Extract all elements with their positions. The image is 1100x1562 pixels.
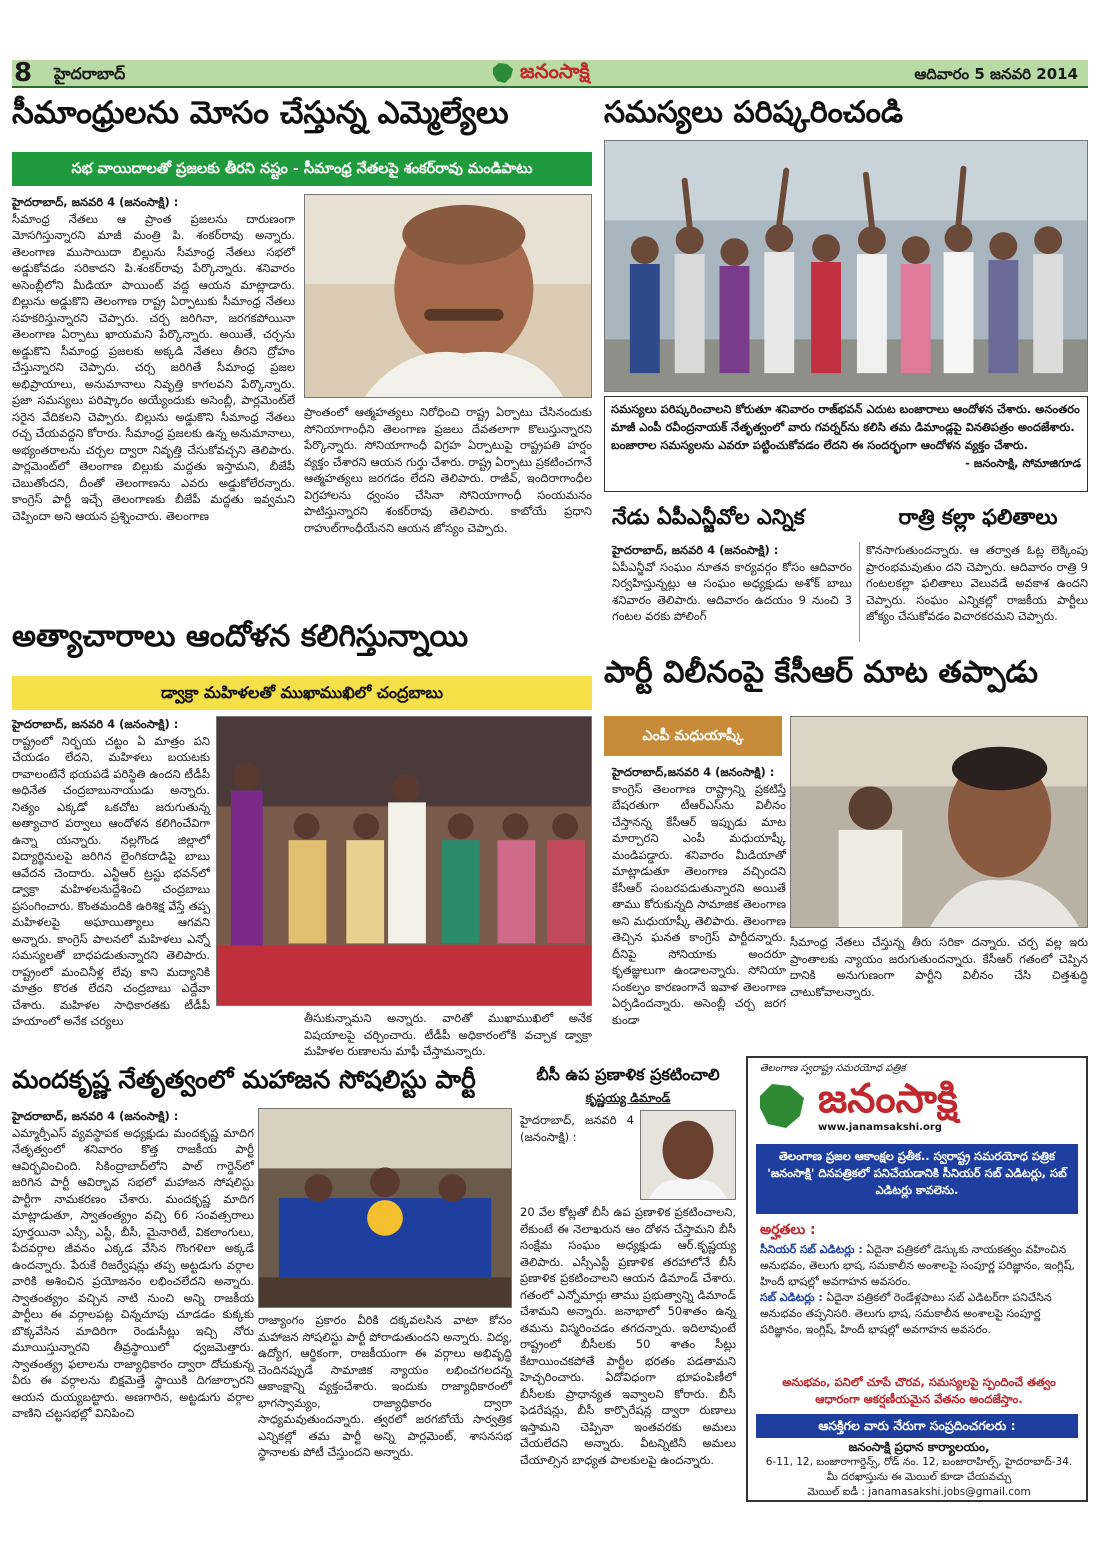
story8-dateline: హైదరాబాద్, జనవరి 4 (జనంసాక్షి) : xyxy=(520,1113,634,1144)
ad-logo: జనంసాక్షి xyxy=(818,1076,958,1122)
story6-body-right: సీమాంధ్ర నేతలు చేస్తున్న తీరు సరికా దన్నారు. చర్చ వల్ల ఇరు ప్రాంతాలకు న్యాయం జరుగుతుందన్నారు. కేసీఆర్ గతంలో చెప్పిన దానికి అనుగుణంగా పార్టీని విలీనం చేసి చిత్తశుద్ధి చాటుకోవాలన్నారు. xyxy=(790,935,1088,999)
story8-headline: బీసీ ఉప ప్రణాళిక ప్రకటించాలి xyxy=(536,1065,720,1084)
story6-text-left: కాంగ్రెస్ తెలంగాణ రాష్ట్రాన్ని ప్రకటిస్తే బేషరతుగా టీఆర్ఎస్‌ను విలీనం చేస్తానన్న కేసీఆర్ ఇప్పుడు మాట మార్చారని ఎంపీ మధుయాష్కీ మండిపడ్డారు. శనివారం మీడియాతో మాట్లాడుతూ తెలంగాణ వచ్చిందని కేసీఆర్ సంబరపడుతున్నారని అయితే తాము కోరుకున్నది సామాజిక తెలంగాణ అని మధుయాష్కీ తెలిపారు. తెలంగాణ తెచ్చిన ఘనత కాంగ్రెస్ పార్టీదన్నారు. దీనిపై సోనియాకు అందరూ కృతజ్ఞులుగా ఉండాలన్నారు. సోనియా సంకల్పం కారణంగానే ఇవాళ తెలంగాణ ఏర్పడిందన్నారు. అసెంబ్లీ చర్చ జరగ కుండా xyxy=(612,781,786,1027)
story5-text-left: రాష్ట్రంలో నిర్భయ చట్టం ఏ మాత్రం పని చేయడం లేదని, మహిళలు బయటకు రావాలంటేనే భయపడే పరిస్థితి ఉందని టీడీపీ అధినేత చంద్రబాబునాయుడు అన్నారు. నిత్యం ఎక్కడో ఒకచోట జరుగుతున్న అత్యాచార పర్వాలు ఆందోళన కలిగించేవిగా ఉన్నా యన్నారు. నల్లగొండ జిల్లాలో విద్యార్థినులపై జరిగిన లైంగికదాడిపై బాబు ఆవేదన చెందారు. ఎన్టీఆర్ ట్రస్టు భవన్‌లో డ్వాక్రా మహిళలనుద్దేశించి చంద్రబాబు ప్రసంగించారు. కొంతమందికి ఉరిశిక్ష వేస్తే తప్ప మహిళలపై అఘాయిత్యాలు ఆగవని అన్నారు. కాంగ్రెస్ పాలనలో మహిళలు ఎన్నో సమస్యలతో బాధపడుతున్నారని తెలిపారు. రాష్ట్రంలో మంచినీళ్ల లేవు కాని మద్యానికి మాత్రం కొరత లేదని చంద్రబాబు ఎద్దేవా చేశారు. మహిళల సాధికారతకు టీడీపీ హయాంలో అనేక చర్యలు xyxy=(12,733,210,1028)
ad-email: మెయిల్ ఐడీ : janamasakshi.jobs@gmail.com xyxy=(807,1486,1031,1498)
ad-q2-text: ఏదైనా పత్రికలో రెండేళ్లపాటు సబ్ ఎడిటర్‌గా పనిచేసిన అనుభవం తప్పనిసరి. తెలుగు భాష, సమకాలీన అంశాలపై సంపూర్ణ పరిజ్ఞానం, ఇంగ్లిష్, హిందీ భాషల్లో అవగాహన అవసరం. xyxy=(760,1291,1052,1336)
page-number: 8 xyxy=(14,58,33,88)
ad-q1-text: ఏదైనా పత్రికలో డెస్కుకు నాయకత్వం వహించిన అనుభవం, తెలుగు భాష, సమకాలీన అంశాలపై సంపూర్ణ పరిజ్ఞానం, ఇంగ్లిష్, హిందీ భాషల్లో అవగాహన అవసరం. xyxy=(760,1243,1075,1288)
story5-body-right: తీసుకున్నామని అన్నారు. వారితో ముఖాముఖిలో అనేక విషయాలపై చర్చించారు. టీడీపీ అధికారంలోకి వచ్చాక డ్వాక్రా మహిళల రుణాలను మాఫీ చేస్తామన్నారు. xyxy=(304,1011,592,1058)
ad-tagline: తెలంగాణ స్వరాష్ట్ర సమరయోధ పత్రిక xyxy=(760,1063,906,1074)
story2-caption xyxy=(604,396,1088,492)
story7-headline: మందకృష్ణ నేతృత్వంలో మహాజన సోషలిస్టు పార్టీ xyxy=(12,1065,476,1094)
masthead-date: ఆదివారం 5 జనవరి 2014 xyxy=(914,65,1078,83)
story5-body-left xyxy=(12,716,210,1062)
story6-dateline: హైదరాబాద్,జనవరి 4 (జనంసాక్షి) : xyxy=(612,765,775,779)
ad-office: జనంసాక్షి ప్రధాన కార్యాలయం, xyxy=(848,1440,990,1454)
ad-qualifications xyxy=(760,1242,1078,1372)
ad-contact xyxy=(760,1440,1078,1500)
masthead-city: హైదరాబాద్ xyxy=(54,64,126,83)
story7-body-left xyxy=(12,1108,254,1554)
ad-website: www.janamsakshi.org xyxy=(818,1122,942,1133)
ad-contact-title: ఆసక్తిగల వారు నేరుగా సంప్రదించగలరు : xyxy=(756,1414,1078,1438)
story7-body-right: రాజ్యాంగం ప్రకారం వీరికి దక్కవలసిన వాటా కోసం మహాజన సోషలిస్టు పార్టీ పోరాడుతుందని అన్నారు. విద్య, ఉద్యోగ, ఆర్థికంగా, రాజకీయంగా ఈ వర్గాలు అభివృద్ధి చెందినప్పుడే సామాజిక న్యాయం లభించగలదన్న ఆకాంక్షాన్ని వ్యక్తంచేశారు. ఇందుకు రాజ్యాధికారంలో భాగస్వామ్యం, రాజ్యాధికారం ద్వారా సాధ్యమవుతుందన్నారు. త్వరలో జరగబోయే సార్వత్రిక ఎన్నికల్లో తమ పార్టీ అన్ని పార్లమెంట్, శాసనసభ స్థానాలకు పోటీ చేస్తుందని అన్నారు. xyxy=(258,1313,512,1459)
story6-photo xyxy=(790,716,1088,928)
story8-body-top xyxy=(520,1112,634,1202)
story1-photo xyxy=(304,194,592,398)
story5-subhead: డ్వాక్రా మహిళలతో ముఖాముఖిలో చంద్రబాబు xyxy=(12,676,592,710)
story5-headline: అత్యాచారాలు ఆందోళన కలిగిస్తున్నాయి xyxy=(12,619,469,654)
story6-headline: పార్టీ విలీనంపై కేసీఆర్ మాట తప్పాడు xyxy=(604,655,1039,690)
column-divider xyxy=(859,542,860,642)
story7-text-left: ఎమ్మార్పీఎస్ వ్యవస్థాపక అధ్యక్షుడు మందకృష్ణ మాదిగ నేతృత్వంలో శనివారం కొత్త రాజకీయ పార్టీ ఆవిర్భవించింది. సికింద్రాబాద్‌లోని పాల్ గార్డెన్‌లో జరిగిన పార్టీ ఆవిర్భావ సభలో మహాజన సోషలిస్టు పార్టీగా నామకరణం చేశారు. మందకృష్ణ మాదిగ మాట్లాడుతూ, స్వాతంత్య్రం వచ్చి 66 సంవత్సరాలు పూర్తయినా ఎస్సీ, ఎస్టీ, బీసీ, మైనారిటీ, వికలాంగులు, పేదవర్గాల జీవనం ఎక్కడ వేసిన గొంగళిలా అక్కడే ఉందన్నారు. పేరుకే రిజర్వేషన్లు తప్ప అట్టడుగు వర్గాల వారికి అశించిన ప్రయోజనం లభించలేదని అన్నారు. స్వాతంత్య్రం వచ్చిన నాటి నుంచి అన్ని రాజకీయ పార్టీలు ఈ వర్గాలపట్ల చిన్నచూపు చూడడం కుక్కకు బొక్కవేసిన మాదిరిగా రెండుసీట్లు ఇచ్చి నోరు మూయిస్తున్నారని తీవ్రస్థాయిలో ధ్వజమెత్తారు. స్వాతంత్య్ర ఫలాలను రాజ్యాధికారం ద్వారా దోచుకున్న వీరు ఈ వర్గాలను బిక్షమెత్తే స్థాయికి దిగజార్చారని ఆయన దుయ్యబట్టారు. అణగారిన, అట్టడుగు వర్గాల వాణిని చట్టసభల్లో వినిపించి xyxy=(12,1125,254,1420)
masthead-logo-text: జనంసాక్షి xyxy=(520,58,590,83)
ad-q2-label: సబ్ ఎడిటర్లు : xyxy=(760,1291,823,1304)
story2-headline: సమస్యలు పరిష్కరించండి xyxy=(604,95,904,130)
ad-address: 6-11, 12, బంజారాగార్డెన్స్, రోడ్ నం. 12, బంజారాహిల్స్, హైదరాబాద్-34. xyxy=(765,1456,1073,1468)
story2-credit: - జనంసాక్షి, సోమాజిగూడ xyxy=(965,456,1081,470)
telangana-map-icon xyxy=(490,60,516,86)
story1-text-left: సీమాంధ్ర నేతలు ఆ ప్రాంత ప్రజలను దారుణంగా మోసగిస్తున్నారని మాజీ మంత్రి పి. శంకర్‌రావు అన్నారు. తెలంగాణ ముసాయిదా బిల్లును సీమాంధ్ర నేతలు సభలో అడ్డుకోవడం సరికాదని పి.శంకర్‌రావు పేర్కొన్నారు. శనివారం అసెంబ్లీలోని మీడియా పాయింట్ వద్ద ఆయన మాట్లాడారు. బిల్లును అడ్డుకొని తెలంగాణ రాష్ట్ర ఏర్పాటుకు సీమాంధ్ర నేతలు సహకరిస్తున్నారని చెప్పారు. చర్చ జరిగినా, జరగకపోయినా తెలంగాణ ఏర్పాటు ఖాయమని పేర్కొన్నారు. అయితే, చర్చను అడ్డుకొని సీమాంధ్ర ప్రజలకు అక్కడి నేతలు తీరని ద్రోహం చేస్తున్నారని చెప్పారు. చర్చ జరిగితే సీమాంధ్ర ప్రజల అభిప్రాయాలు, అనుమానాలు నివృత్తి కాగలవని పేర్కొన్నారు. ప్రజా సమస్యలు పరిష్కారం అయ్యేందుకు అసెంబ్లీ, పార్లమెంట్‌లే సరైన వేదికలని చెప్పారు. బిల్లును అడ్డుకొని సీమాంధ్ర నేతలు రచ్చ చేయవద్దని కోరారు. సీమాంధ్ర ప్రజలకు ఉన్న అనుమానాలు, అభ్యంతరాలను చర్చల ద్వారా నివృత్తి చేసుకోవచ్చని తెలిపారు. పార్లమెంట్‌లో తెలంగాణ బిల్లుకు మద్దతు ఇస్తామని, బీజేపీ చెబుతోందని, దీంతో తెలంగాణను ఎవరు అడ్డుకోలేరన్నారు. కాంగ్రెస్ పార్టీ ఇచ్చే తెలంగాణకు బీజేపీ మద్దతు ఇవ్వమని చెప్పిందా అని ఆయన ప్రశ్నించారు. తెలంగాణ xyxy=(12,211,295,523)
ad-q1-label: సీనియర్ సబ్ ఎడిటర్లు : xyxy=(760,1243,863,1256)
story1-subhead: సభ వాయిదాలతో ప్రజలకు తీరని నష్టం - సీమాంధ్ర నేతలపై శంకర్‌రావు మండిపాటు xyxy=(12,152,592,186)
story3-text: ఏపీఎన్జీవో సంఘం నూతన కార్యవర్గం కోసం ఆదివారం నిర్వహిస్తున్నట్లు ఆ సంఘం అధ్యక్షుడు అశోక్ బాబు శనివారం తెలిపారు. ఆదివారం ఉదయం 9 నుంచి 3 గంటల వరకు పోలింగ్ xyxy=(612,559,852,623)
story3-body xyxy=(612,542,852,646)
story1-dateline: హైదరాబాద్, జనవరి 4 (జనంసాక్షి) : xyxy=(12,195,179,209)
story4-body: కొనసాగుతుందన్నారు. ఆ తర్వాత ఓట్ల లెక్కింపు ప్రారంభమవుతుం దని చెప్పారు. ఆదివారం రాత్రి 9 గంటలకల్లా ఫలితాలు వెలువడే అవకాశ ఉందని చెప్పారు. సంఘం ఎన్నికల్లో రాజకీయ పార్టీలు జోక్యం చేసుకోవడం విచారకరమని చెప్పారు. xyxy=(866,543,1088,623)
masthead-logo xyxy=(490,55,640,91)
story1-body-right: ప్రాంతంలో ఆత్మహత్యలు నిరోధించి రాష్ట్ర ఏర్పాటు చేసినందుకు సోనియాగాంధీని తెలంగాణ ప్రజలు దేవతలాగా కొలుస్తున్నారని పేర్కొన్నారు. సోనియాగాంధీ విగ్రహ ఏర్పాటుపై రాష్ట్రపతి హర్షం వ్యక్తం చేశారని ఆయన గుర్తు చేశారు. రాష్ట్ర ఏర్పాటు ప్రకటించగానే ఆత్మహత్యలు జరగడం లేదని తెలిపారు. రాజీవ్, ఇందిరాగాంధీల విగ్రహాలను ధ్వంసం చేసినా సోనియాగాంధీ సంయమనం పాటిస్తున్నారని శంకర్‌రావు తెలిపారు. కాబోయే ప్రధాని రాహుల్‌గాంధీయేనని ఆయన జోస్యం చెప్పారు. xyxy=(304,405,592,535)
story1-body-left xyxy=(12,194,295,594)
ad-qual-title: అర్హతలు : xyxy=(760,1222,816,1238)
story3-headline: నేడు ఏపీఎన్జీవోల ఎన్నిక xyxy=(612,505,805,529)
ad-intro: తెలంగాణ ప్రజల ఆకాంక్షల ప్రతీక.. స్వరాష్ట్ర సమరయోధ పత్రిక 'జనంసాక్షి' దినపత్రికలో పనిచేయడానికి సీనియర్ సబ్ ఎడిటర్లు, సబ్ ఎడిటర్లు కావలెను. xyxy=(756,1144,1078,1214)
story7-photo xyxy=(258,1108,512,1308)
story6-body-left xyxy=(612,764,786,1027)
story8-subhead: కృష్ణయ్య డిమాండ్ xyxy=(585,1091,671,1105)
story5-photo xyxy=(216,716,592,1006)
story1-headline: సీమాంధ్రులను మోసం చేస్తున్న ఎమ్మెల్యేలు xyxy=(12,95,509,131)
telangana-map-icon xyxy=(754,1078,810,1134)
ad-email-note: మీ దరఖాస్తును ఈ మెయిల్ కూడా చేయవచ్చు xyxy=(826,1471,1012,1483)
story3-dateline: హైదరాబాద్, జనవరి 4 (జనంసాక్షి) : xyxy=(612,543,779,557)
ad-logo-area xyxy=(754,1072,1084,1140)
story8-body: 20 వేల కోట్లతో బీసీ ఉప ప్రణాళిక ప్రకటించాలని, లేకుంటే ఈ నెలాఖరున ఆం దోళన చేస్తామని బీసీ సంక్షేమ సంఘం అధ్యక్షుడు ఆర్.కృష్ణయ్య తెలిపారు. ఎస్సీఎస్టీ ప్రణాళిక తరహాలోనే బీసీ ప్రణాళిక ప్రకటించాలని ఆయన డిమాండ్ చేశారు. గతంలో ఎన్నోమార్లు తాము ప్రభుత్వాన్ని డిమాండ్ చేశామని అన్నారు. జనాభాలో 50శాతం ఉన్న తమను విస్మరించడం తగదన్నారు. ఇదిలావుంటే రాష్ట్రంలో బీసీలకు 50 శాతం సీట్లు కేటాయించకపోతే పార్టీల భరతం పడతామని హెచ్చరించారు. ఏదోవిధంగా భూపంపిణీలో బీసీలకు ప్రాధాన్యత ఇవ్వాలని కోరారు. బీసీ ఫెడరేషన్లు, బీసీ కార్పొరేషన్ల ద్వారా రుణాలు ఇస్తామని చెప్పినా ఇంతవరకు అమలు చేయలేదని అన్నారు. వీటన్నిటినీ అమలు చేయాల్సిన బాధ్యత పాలకులపై ఉందన్నారు. xyxy=(520,1205,736,1467)
story6-subhead: ఎంపీ మధుయాష్కీ xyxy=(604,716,782,756)
story7-dateline: హైదరాబాద్, జనవరి 4 (జనంసాక్షి) : xyxy=(12,1109,179,1123)
story5-dateline: హైదరాబాద్, జనవరి 4 (జనంసాక్షి) : xyxy=(12,717,179,731)
ad-salary: అనుభవం, పనిలో చూపే చొరవ, సమస్యలపై స్పందించే తత్వం ఆధారంగా ఆకర్షణీయమైన వేతనం అందజేస్తాం. xyxy=(782,1375,1056,1406)
story4-headline: రాత్రి కల్లా ఫలితాలు xyxy=(898,505,1058,529)
story8-photo xyxy=(640,1110,736,1200)
story2-caption-text: సమస్యలు పరిష్కరించాలని కోరుతూ శనివారం రాజ్‌భవన్ ఎదుట బంజారాలు ఆందోళన చేశారు. అనంతరం మాజీ ఎంపీ రవీంద్రనాయక్ నేతృత్వంలో వారు గవర్నర్‌ను కలిసి తమ డిమాండ్లపై వినతిపత్రం అందజేశారు. బంజారాల సమస్యలను ఎవరూ పట్టించుకోవడం లేదని ఈ సందర్భంగా ఆందోళన వ్యక్తం చేశారు. xyxy=(611,402,1080,452)
story2-photo xyxy=(604,140,1088,392)
